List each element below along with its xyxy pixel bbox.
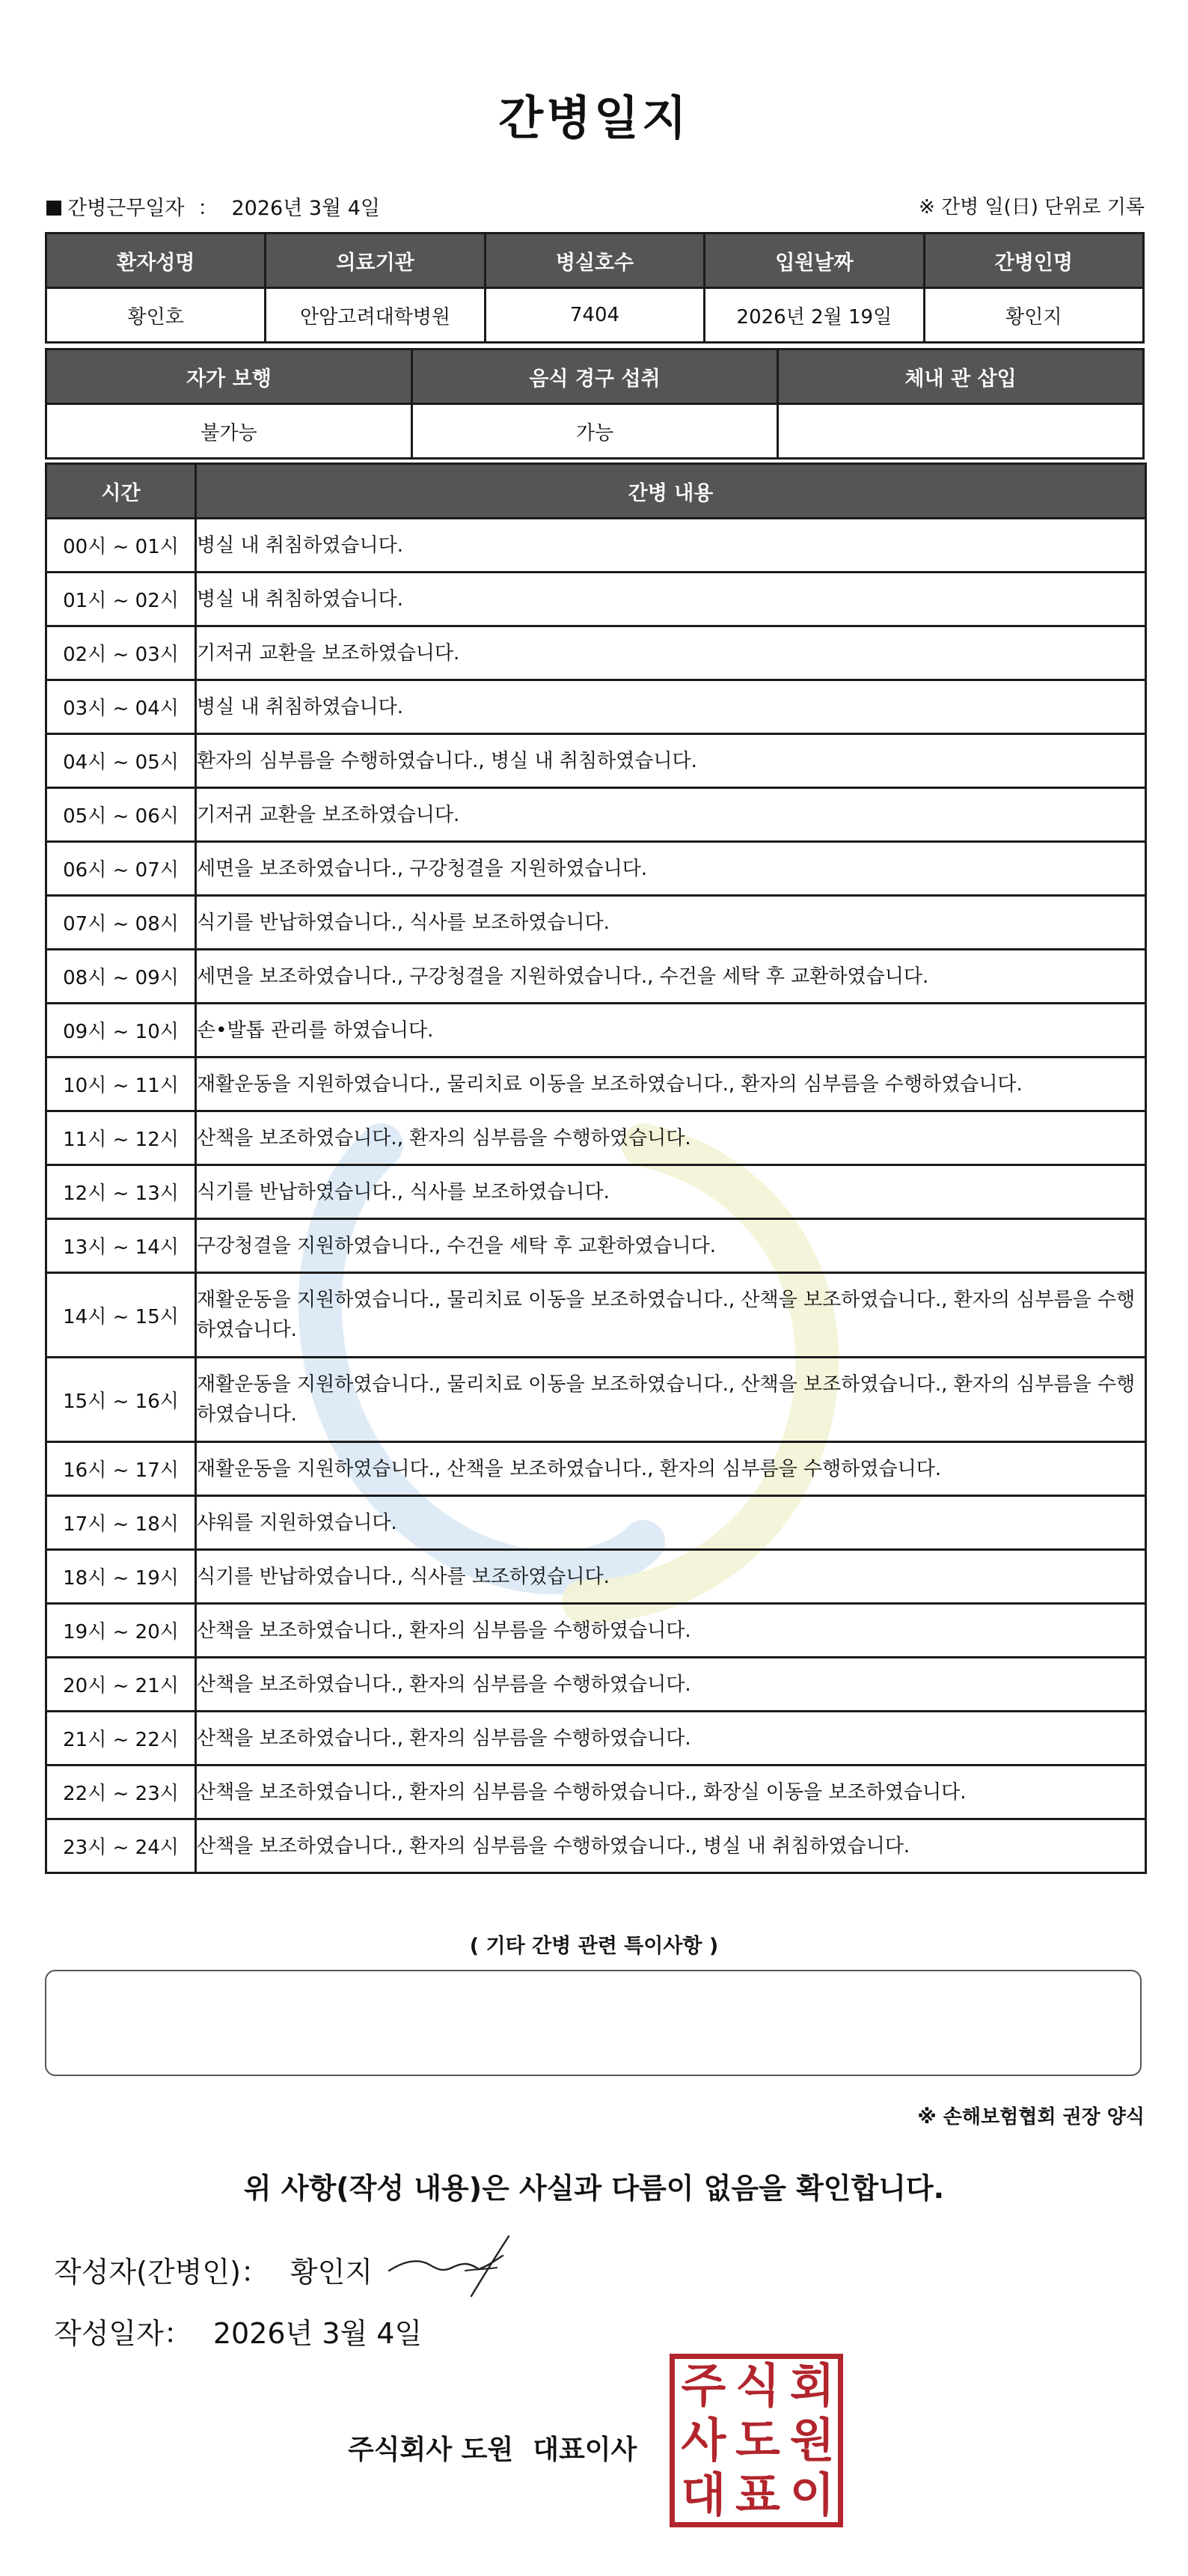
log-time-cell: 18시 ~ 19시 bbox=[46, 1550, 196, 1604]
log-content-cell: 손•발톱 관리를 하였습니다. bbox=[196, 1004, 1146, 1057]
log-time-cell: 15시 ~ 16시 bbox=[46, 1358, 196, 1442]
header-tube-insertion: 체내 관 삽입 bbox=[778, 350, 1144, 404]
log-time-cell: 21시 ~ 22시 bbox=[46, 1712, 196, 1765]
log-content-cell: 세면을 보조하였습니다., 구강청결을 지원하였습니다., 수건을 세탁 후 교환하였습니다. bbox=[196, 950, 1146, 1004]
log-content-cell: 환자의 심부름을 수행하였습니다., 병실 내 취침하였습니다. bbox=[196, 734, 1146, 788]
log-row bbox=[46, 1273, 1146, 1358]
log-row bbox=[46, 1111, 1146, 1165]
log-time-cell: 09시 ~ 10시 bbox=[46, 1004, 196, 1057]
status-value-row bbox=[46, 404, 1144, 459]
work-date-value: 2026년 3월 4일 bbox=[231, 197, 380, 220]
caregiver-name-value: 황인지 bbox=[924, 288, 1143, 343]
header-admission-date: 입원날짜 bbox=[705, 234, 924, 288]
log-content-cell: 산책을 보조하였습니다., 환자의 심부름을 수행하였습니다. bbox=[196, 1604, 1146, 1658]
log-row bbox=[46, 950, 1146, 1004]
header-time: 시간 bbox=[46, 464, 196, 519]
hospital-value: 안암고려대학병원 bbox=[266, 288, 485, 343]
written-date-value: 2026년 3월 4일 bbox=[212, 2317, 423, 2350]
seal-char: 표 bbox=[735, 2467, 777, 2522]
log-content-cell: 산책을 보조하였습니다., 환자의 심부름을 수행하였습니다., 병실 내 취침하였습니다. bbox=[196, 1819, 1146, 1873]
log-content-cell: 산책을 보조하였습니다., 환자의 심부름을 수행하였습니다. bbox=[196, 1712, 1146, 1765]
log-content-cell: 재활운동을 지원하였습니다., 산책을 보조하였습니다., 환자의 심부름을 수행하였습니다. bbox=[196, 1442, 1146, 1496]
status-header-row bbox=[46, 350, 1144, 404]
work-date-colon: ： bbox=[198, 197, 218, 220]
seal-char: 도 bbox=[735, 2412, 777, 2467]
log-row bbox=[46, 1057, 1146, 1111]
log-row bbox=[46, 1658, 1146, 1712]
log-row bbox=[46, 680, 1146, 734]
document-title: 간병일지 bbox=[498, 91, 690, 145]
log-content-cell: 재활운동을 지원하였습니다., 물리치료 이동을 보조하였습니다., 산책을 보조하였습니다., 환자의 심부름을 수행하였습니다. bbox=[196, 1358, 1146, 1442]
log-time-cell: 01시 ~ 02시 bbox=[46, 573, 196, 626]
log-row bbox=[46, 1765, 1146, 1819]
log-row bbox=[46, 1004, 1146, 1057]
log-row bbox=[46, 734, 1146, 788]
oral-intake-value: 가능 bbox=[411, 404, 777, 459]
log-time-cell: 17시 ~ 18시 bbox=[46, 1496, 196, 1550]
log-time-cell: 00시 ~ 01시 bbox=[46, 519, 196, 573]
patient-name-value: 황인호 bbox=[46, 288, 266, 343]
log-content-cell: 기저귀 교환을 보조하였습니다. bbox=[196, 626, 1146, 680]
header-self-walking: 자가 보행 bbox=[46, 350, 412, 404]
company-name: 주식회사 도원 bbox=[348, 2435, 514, 2465]
log-row bbox=[46, 1358, 1146, 1442]
header-care-content: 간병 내용 bbox=[196, 464, 1146, 519]
seal-char: 식 bbox=[735, 2358, 777, 2414]
log-content-cell: 식기를 반납하였습니다., 식사를 보조하였습니다. bbox=[196, 1165, 1146, 1219]
log-content-cell: 식기를 반납하였습니다., 식사를 보조하였습니다. bbox=[196, 896, 1146, 950]
work-date-label: 간병근무일자 bbox=[67, 197, 185, 220]
header-oral-intake: 음식 경구 섭취 bbox=[411, 350, 777, 404]
self-walking-value: 불가능 bbox=[46, 404, 412, 459]
log-row bbox=[46, 1604, 1146, 1658]
log-time-cell: 19시 ~ 20시 bbox=[46, 1604, 196, 1658]
log-time-cell: 14시 ~ 15시 bbox=[46, 1273, 196, 1358]
log-content-cell: 병실 내 취침하였습니다. bbox=[196, 573, 1146, 626]
insurance-association-note: ※ 손해보험협회 권장 양식 bbox=[917, 2106, 1145, 2128]
log-row bbox=[46, 573, 1146, 626]
header-patient-name: 환자성명 bbox=[46, 234, 266, 288]
seal-char: 이 bbox=[789, 2467, 832, 2522]
company-seal-stamp bbox=[670, 2354, 843, 2527]
patient-header-row bbox=[46, 234, 1144, 288]
special-notes-label: ( 기타 간병 관련 특이사항 ) bbox=[469, 1935, 719, 1958]
log-content-cell: 샤워를 지원하였습니다. bbox=[196, 1496, 1146, 1550]
handwritten-signature-icon bbox=[383, 2232, 518, 2299]
log-time-cell: 06시 ~ 07시 bbox=[46, 842, 196, 896]
log-content-cell: 산책을 보조하였습니다., 환자의 심부름을 수행하였습니다. bbox=[196, 1111, 1146, 1165]
seal-char: 대 bbox=[681, 2467, 723, 2522]
company-title: 대표이사 bbox=[533, 2435, 637, 2465]
log-content-cell: 세면을 보조하였습니다., 구강청결을 지원하였습니다. bbox=[196, 842, 1146, 896]
log-time-cell: 13시 ~ 14시 bbox=[46, 1219, 196, 1273]
square-bullet-icon bbox=[46, 201, 61, 216]
patient-info-table bbox=[45, 232, 1145, 344]
tube-insertion-value bbox=[778, 404, 1144, 459]
log-row bbox=[46, 1442, 1146, 1496]
writer-label: 작성자(간병인)： bbox=[54, 2256, 269, 2289]
log-time-cell: 05시 ~ 06시 bbox=[46, 788, 196, 842]
seal-char: 사 bbox=[681, 2412, 723, 2467]
log-time-cell: 03시 ~ 04시 bbox=[46, 680, 196, 734]
seal-char: 회 bbox=[789, 2358, 832, 2414]
seal-char: 원 bbox=[789, 2412, 832, 2467]
seal-char: 주 bbox=[681, 2358, 723, 2414]
log-time-cell: 20시 ~ 21시 bbox=[46, 1658, 196, 1712]
header-hospital: 의료기관 bbox=[266, 234, 485, 288]
work-date-line bbox=[46, 192, 380, 221]
log-time-cell: 04시 ~ 05시 bbox=[46, 734, 196, 788]
care-log-table bbox=[45, 463, 1147, 1874]
log-content-cell: 병실 내 취침하였습니다. bbox=[196, 519, 1146, 573]
header-room-number: 병실호수 bbox=[485, 234, 704, 288]
log-time-cell: 10시 ~ 11시 bbox=[46, 1057, 196, 1111]
record-unit-note: ※ 간병 일(日) 단위로 기록 bbox=[918, 196, 1145, 219]
log-content-cell: 산책을 보조하였습니다., 환자의 심부름을 수행하였습니다., 화장실 이동을 보조하였습니다. bbox=[196, 1765, 1146, 1819]
log-row bbox=[46, 896, 1146, 950]
admission-date-value: 2026년 2월 19일 bbox=[705, 288, 924, 343]
written-date-label: 작성일자： bbox=[54, 2317, 192, 2350]
log-table-body bbox=[46, 519, 1146, 1873]
log-content-cell: 기저귀 교환을 보조하였습니다. bbox=[196, 788, 1146, 842]
log-content-cell: 재활운동을 지원하였습니다., 물리치료 이동을 보조하였습니다., 산책을 보조하였습니다., 환자의 심부름을 수행하였습니다. bbox=[196, 1273, 1146, 1358]
log-time-cell: 12시 ~ 13시 bbox=[46, 1165, 196, 1219]
room-number-value: 7404 bbox=[485, 288, 704, 343]
company-line bbox=[348, 2429, 637, 2467]
log-row bbox=[46, 1819, 1146, 1873]
writer-name: 황인지 bbox=[290, 2256, 373, 2289]
log-row bbox=[46, 519, 1146, 573]
log-content-cell: 재활운동을 지원하였습니다., 물리치료 이동을 보조하였습니다., 환자의 심부름을 수행하였습니다. bbox=[196, 1057, 1146, 1111]
log-row bbox=[46, 1219, 1146, 1273]
log-time-cell: 23시 ~ 24시 bbox=[46, 1819, 196, 1873]
log-content-cell: 산책을 보조하였습니다., 환자의 심부름을 수행하였습니다. bbox=[196, 1658, 1146, 1712]
log-row bbox=[46, 842, 1146, 896]
log-content-cell: 구강청결을 지원하였습니다., 수건을 세탁 후 교환하였습니다. bbox=[196, 1219, 1146, 1273]
log-row bbox=[46, 1165, 1146, 1219]
log-time-cell: 08시 ~ 09시 bbox=[46, 950, 196, 1004]
log-row bbox=[46, 1712, 1146, 1765]
written-date-line bbox=[54, 2310, 422, 2351]
writer-line bbox=[54, 2249, 373, 2290]
confirmation-statement: 위 사항(작성 내용)은 사실과 다름이 없음을 확인합니다. bbox=[243, 2172, 945, 2205]
patient-status-table bbox=[45, 348, 1145, 460]
log-row bbox=[46, 1550, 1146, 1604]
log-time-cell: 07시 ~ 08시 bbox=[46, 896, 196, 950]
patient-value-row bbox=[46, 288, 1144, 343]
log-row bbox=[46, 788, 1146, 842]
log-content-cell: 병실 내 취침하였습니다. bbox=[196, 680, 1146, 734]
log-time-cell: 22시 ~ 23시 bbox=[46, 1765, 196, 1819]
log-time-cell: 16시 ~ 17시 bbox=[46, 1442, 196, 1496]
special-notes-box bbox=[45, 1970, 1142, 2076]
header-caregiver-name: 간병인명 bbox=[924, 234, 1143, 288]
log-row bbox=[46, 626, 1146, 680]
log-time-cell: 02시 ~ 03시 bbox=[46, 626, 196, 680]
log-header-row bbox=[46, 464, 1146, 519]
log-time-cell: 11시 ~ 12시 bbox=[46, 1111, 196, 1165]
log-content-cell: 식기를 반납하였습니다., 식사를 보조하였습니다. bbox=[196, 1550, 1146, 1604]
log-row bbox=[46, 1496, 1146, 1550]
